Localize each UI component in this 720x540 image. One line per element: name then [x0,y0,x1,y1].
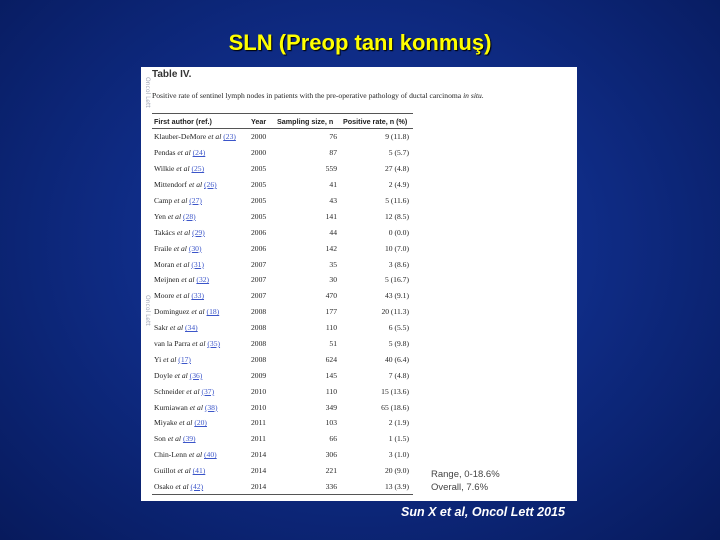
author-name: Schneider [154,386,185,396]
author-cell [152,256,249,272]
author-name: Mittendorf [154,180,187,190]
table-row [152,320,413,336]
year-cell: 2008 [251,307,267,317]
table-body [152,129,413,495]
et-al: et al [163,354,177,364]
column-header-year: Year [249,114,275,129]
year-cell: 2014 [249,479,275,495]
reference-link[interactable]: (29) [192,227,205,237]
year-cell: 2008 [251,339,267,349]
sampling-size-cell: 145 [325,370,337,380]
table-row [152,145,413,161]
positive-rate-cell: 2 (4.9) [388,180,409,190]
author-cell [152,336,249,352]
et-al: et al [181,275,195,285]
sampling-size-cell: 87 [329,148,337,158]
positive-rate-cell: 43 (9.1) [384,291,409,301]
year-cell: 2010 [251,402,267,412]
table-row [152,336,413,352]
reference-link[interactable]: (27) [189,196,202,205]
slide-title: SLN (Preop tanı konmuş) [228,30,492,55]
et-al: et al [174,370,188,380]
author-cell [152,447,249,463]
author-cell [152,304,249,320]
positive-rate-cell: 3 (1.0) [388,450,409,460]
sampling-size-cell: 141 [325,211,337,221]
author-cell [152,224,249,240]
author-name: Moore [154,291,175,301]
reference-link[interactable]: (24) [192,148,206,158]
sampling-size-cell: 110 [325,323,337,333]
author-name: Klauber-DeMore [154,132,207,142]
journal-side-stamp-top: Oncol Lett [144,77,151,108]
table-row [152,304,413,320]
et-al: et al [177,148,191,158]
year-cell: 2005 [251,211,267,221]
author-cell [152,399,249,415]
positive-rate-cell: 9 (11.8) [385,132,409,142]
reference-link[interactable]: (39) [182,434,196,444]
table-header-row [152,114,413,129]
reference-link[interactable]: (20) [194,418,207,428]
year-cell: 2014 [251,450,267,460]
reference-link[interactable]: (38) [204,402,218,412]
sampling-size-cell: 110 [325,386,337,396]
reference-link[interactable]: (17) [178,354,191,364]
sampling-size-cell: 470 [325,291,337,301]
journal-side-stamp-middle: Oncol Lett [144,295,151,326]
table-row [152,177,413,193]
sampling-size-cell: 76 [329,132,337,142]
author-cell [152,193,249,209]
author-name: Guillot [154,466,176,476]
et-al: et al [176,227,191,237]
table-row [152,240,413,256]
author-name: Dominguez [154,307,190,317]
et-al: et al [173,243,187,253]
sampling-size-cell: 559 [325,164,337,174]
sampling-size-cell: 44 [329,227,337,237]
positive-rate-cell: 0 (0.0) [388,227,409,237]
table-caption [152,91,577,100]
positive-rate-cell: 65 (18.6) [381,402,409,412]
year-cell: 2008 [251,354,267,364]
sampling-size-cell: 51 [329,339,337,349]
sampling-size-cell: 30 [329,275,337,285]
sampling-size-cell: 349 [325,402,337,412]
author-cell [152,383,249,399]
sampling-size-cell: 306 [325,450,337,460]
year-cell: 2011 [251,434,266,444]
positive-rate-cell: 20 (11.3) [381,307,409,317]
author-name: Miyake [154,418,178,428]
reference-link[interactable]: (28) [183,211,196,221]
author-cell [152,431,249,447]
year-cell: 2005 [251,196,267,205]
et-al: et al [167,211,182,221]
positive-rate-cell: 13 (3.9) [341,479,413,495]
author-name: Kurniawan [154,402,188,412]
author-cell [152,240,249,256]
author-name: Yen [154,211,166,221]
sampling-size-cell: 35 [329,259,337,269]
et-al: et al [179,418,193,428]
table-row [152,208,413,224]
author-cell [152,479,249,495]
year-cell: 2011 [251,418,266,428]
reference-link[interactable]: (37) [201,386,215,396]
positive-rate-cell: 27 (4.8) [384,164,409,174]
author-name: Chin-Lenn [154,450,187,460]
sampling-size-cell: 142 [325,243,337,253]
positive-rate-cell: 20 (9.0) [384,466,409,476]
author-name: Sakr [154,323,168,333]
table-row [152,463,413,479]
sampling-size-cell: 103 [325,418,337,428]
table-row [152,256,413,272]
year-cell: 2010 [251,386,267,396]
table-row [152,383,413,399]
positive-rate-cell: 5 (16.7) [384,275,409,285]
reference-link[interactable]: (35) [207,339,221,349]
positive-rate-cell: 12 (8.5) [384,211,409,221]
et-al: et al [176,164,190,174]
table-row [152,129,413,145]
author-name: Meijnen [154,275,180,285]
positive-rate-cell: 6 (5.5) [388,323,409,333]
positive-rate-cell: 5 (9.8) [388,339,409,349]
et-al: et al [167,434,182,444]
column-header-author: First author (ref.) [152,114,249,129]
table-row [152,367,413,383]
et-al: et al [177,466,191,476]
table-row [152,224,413,240]
year-cell: 2009 [251,370,267,380]
positive-rate-cell: 1 (1.5) [388,434,409,444]
sampling-size-cell: 66 [329,434,337,444]
table-heading: Table IV. [152,69,192,80]
author-cell [152,288,249,304]
positive-rate-cell: 3 (8.6) [388,259,409,269]
sampling-size-cell: 221 [325,466,337,476]
et-al: et al [208,132,222,142]
positive-rate-cell: 2 (1.9) [388,418,409,428]
author-cell [152,367,249,383]
author-name: Osako [154,482,174,492]
year-cell: 2007 [251,275,267,285]
author-cell [152,351,249,367]
et-al: et al [191,307,205,317]
table-row [152,415,413,431]
sampling-size-cell: 43 [329,196,337,205]
author-cell [152,145,249,161]
author-name: Son [154,434,166,444]
author-name: Doyle [154,370,173,380]
et-al: et al [176,291,190,301]
sln-positive-rate-table [152,113,413,495]
reference-link[interactable]: (33) [191,291,205,301]
reference-link[interactable]: (18) [206,307,220,317]
positive-rate-cell: 5 (11.6) [385,196,409,205]
author-cell [152,272,249,288]
author-name: Pendas [154,148,176,158]
table-row [152,447,413,463]
table-row [152,288,413,304]
author-cell [152,415,249,431]
reference-link[interactable]: (31) [191,259,205,269]
year-cell: 2006 [251,243,267,253]
year-cell: 2000 [251,148,267,158]
sampling-size-cell: 624 [325,354,337,364]
reference-link[interactable]: (23) [223,132,236,142]
overall-text: Overall, 7.6% [431,482,489,493]
author-name: Fraile [154,243,172,253]
reference-link[interactable]: (41) [192,466,206,476]
author-cell [152,161,249,177]
year-cell: 2007 [251,291,267,301]
year-cell: 2014 [251,466,267,476]
caption-italic-text: in situ. [463,91,484,100]
author-name: Camp [154,196,173,205]
column-header-positive-rate: Positive rate, n (%) [341,114,413,129]
author-name: Takács [154,227,175,237]
year-cell: 2005 [251,164,267,174]
table-row [152,351,413,367]
positive-rate-cell: 10 (7.0) [384,243,409,253]
et-al: et al [175,482,189,492]
author-cell [152,320,249,336]
et-al: et al [188,450,203,460]
table-row [152,193,413,209]
column-header-sampling-size: Sampling size, n [275,114,341,129]
author-cell [152,129,249,145]
et-al: et al [186,386,200,396]
year-cell: 2006 [251,227,267,237]
author-cell [152,208,249,224]
reference-link[interactable]: (30) [188,243,202,253]
sampling-size-cell: 177 [325,307,337,317]
year-cell: 2007 [251,259,267,269]
sampling-size-cell: 41 [329,180,337,190]
reference-link[interactable]: (32) [196,275,210,285]
positive-rate-cell: 40 (6.4) [384,354,409,364]
positive-rate-cell: 7 (4.8) [388,370,409,380]
table-row [152,399,413,415]
positive-rate-cell: 5 (5.7) [388,148,409,158]
author-name: Yi [154,354,162,364]
year-cell: 2008 [251,323,267,333]
table-row [152,272,413,288]
caption-text: Positive rate of sentinel lymph nodes in patients with the pre-operative pathology of ductal carcinoma [152,91,464,100]
positive-rate-cell: 15 (13.6) [381,386,409,396]
table-figure [141,67,577,501]
author-name: van la Parra [154,339,191,349]
author-name: Wilkie [154,164,175,174]
et-al: et al [176,259,190,269]
year-cell: 2005 [251,180,267,190]
et-al: et al [169,323,184,333]
range-text: Range, 0-18.6% [431,469,500,480]
et-al: et al [174,196,188,205]
et-al: et al [192,339,206,349]
author-cell [152,177,249,193]
reference-link[interactable]: (40) [204,450,217,460]
sampling-size-cell: 336 [275,479,341,495]
reference-link[interactable]: (25) [191,164,205,174]
reference-link[interactable]: (26) [204,180,217,190]
reference-link[interactable]: (34) [185,323,198,333]
table-row [152,479,413,495]
et-al: et al [189,402,203,412]
author-cell [152,463,249,479]
table-row [152,161,413,177]
reference-link[interactable]: (42) [190,482,204,492]
year-cell: 2000 [251,132,267,142]
reference-link[interactable]: (36) [189,370,203,380]
table-row [152,431,413,447]
range-overall-note [431,468,500,494]
et-al: et al [188,180,203,190]
source-citation: Sun X et al, Oncol Lett 2015 [401,505,565,519]
author-name: Moran [154,259,175,269]
